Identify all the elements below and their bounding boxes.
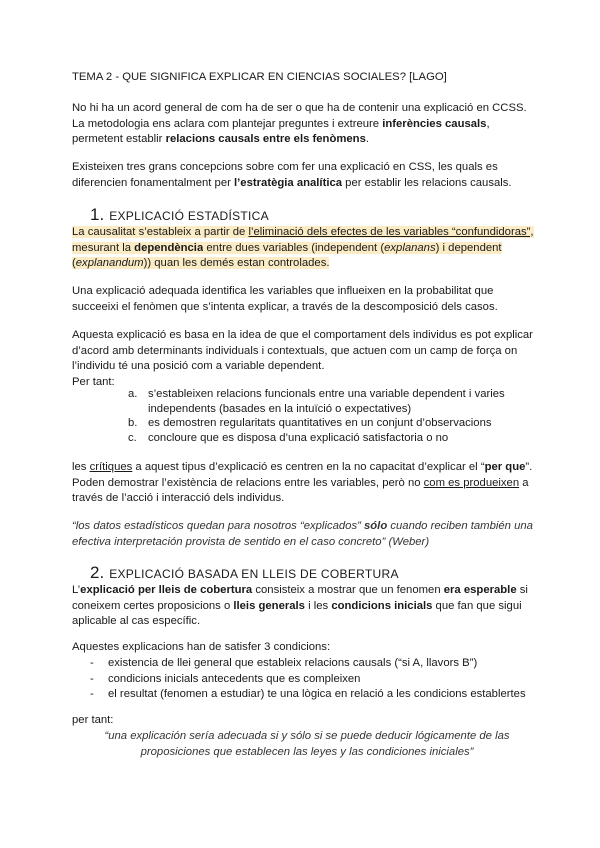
section-1-heading: 1. EXPLICACIÓ ESTADÍSTICA	[90, 205, 269, 224]
s1-causalitat-paragraph: La causalitat s’estableix a partir de l’eliminació dels efectes de les variables “confundidoras”, mesurant la dependència entre dues variables (independent (explanans) i dependent (explanandum)) quan les demés estan controlades.	[72, 226, 534, 270]
list-item: b. es demostren regularitats quantitatives en un conjunt d’observacions	[128, 417, 492, 430]
concepcions-paragraph: Existeixen tres grans concepcions sobre com fer una explicació en CSS, les quals es diferencien fonamentalment per l’estratègia analítica per establir les relacions causals.	[72, 161, 512, 189]
s1-explicacio-paragraph: Una explicació adequada identifica les variables que influeixen en la probabilitat que succeeixi el fenòmen que s’intenta explicar, a través de la descomposició dels casos.	[72, 285, 498, 313]
intro-paragraph: No hi ha un acord general de com ha de ser o que ha de contenir una explicació en CCSS. La metodologia ens aclara com plantejar preguntes i extreure inferències causals, permetent establir relacions causals entre els fenòmens.	[72, 102, 527, 146]
s1-comportament-paragraph: Aquesta explicació es basa en la idea de que el comportament dels individus es pot explicar d’acord amb determinants individuals i contextuals, que actuen com un camp de força on l’individu té una posició com a variable dependent. Per tant:	[72, 329, 533, 388]
list-item: - el resultat (fenomen a estudiar) te una lògica en relació a les condicions establertes	[90, 688, 526, 701]
s2-bullet-list	[90, 656, 550, 703]
weber-quote: “los datos estadísticos quedan para nosotros “explicados” sólo cuando reciben también una efectiva interpretación provista de sentido en el caso concreto” (Weber)	[72, 520, 533, 548]
list-item: a. s’estableixen relacions funcionals entre una variable dependent i varies independents (basades en la intuïció o expectatives)	[128, 388, 505, 415]
list-item: - condicions inicials antecedents que es compleixen	[90, 672, 361, 685]
s2-quote: “una explicación sería adecuada si y sólo si se puede deducir lógicamente de las proposiciones que establecen las leyes y las condiciones iniciales”	[104, 730, 510, 758]
s1-critiques-paragraph: les crítiques a aquest tipus d’explicació es centren en la no capacitat d’explicar el “per que”. Poden demostrar l’existència de relacions entre les variables, però no com es produeixen a través de l’acció i interacció dels individus.	[72, 461, 533, 505]
section-2-heading: 2. EXPLICACIÓ BASADA EN LLEIS DE COBERTURA	[90, 563, 399, 582]
s2-lleis-paragraph: L’explicació per lleis de cobertura consisteix a mostrar que un fenomen era esperable si coneixem certes proposicions o lleis generals i les condicions inicials que fan que sigui aplicable al cas específic.	[72, 584, 528, 628]
s1-ordered-list	[128, 387, 548, 445]
s2-per-tant: per tant:	[72, 714, 114, 726]
s2-condicions-intro: Aquestes explicacions han de satisfer 3 condicions:	[72, 641, 331, 653]
list-item: - existencia de llei general que estableix relacions causals (“si A, llavors B”)	[90, 657, 478, 669]
document-title: TEMA 2 - QUE SIGNIFICA EXPLICAR EN CIENCIAS SOCIALES? [LAGO]	[72, 71, 447, 83]
list-item: c. concloure que es disposa d’una explicació satisfactoria o no	[128, 431, 449, 444]
